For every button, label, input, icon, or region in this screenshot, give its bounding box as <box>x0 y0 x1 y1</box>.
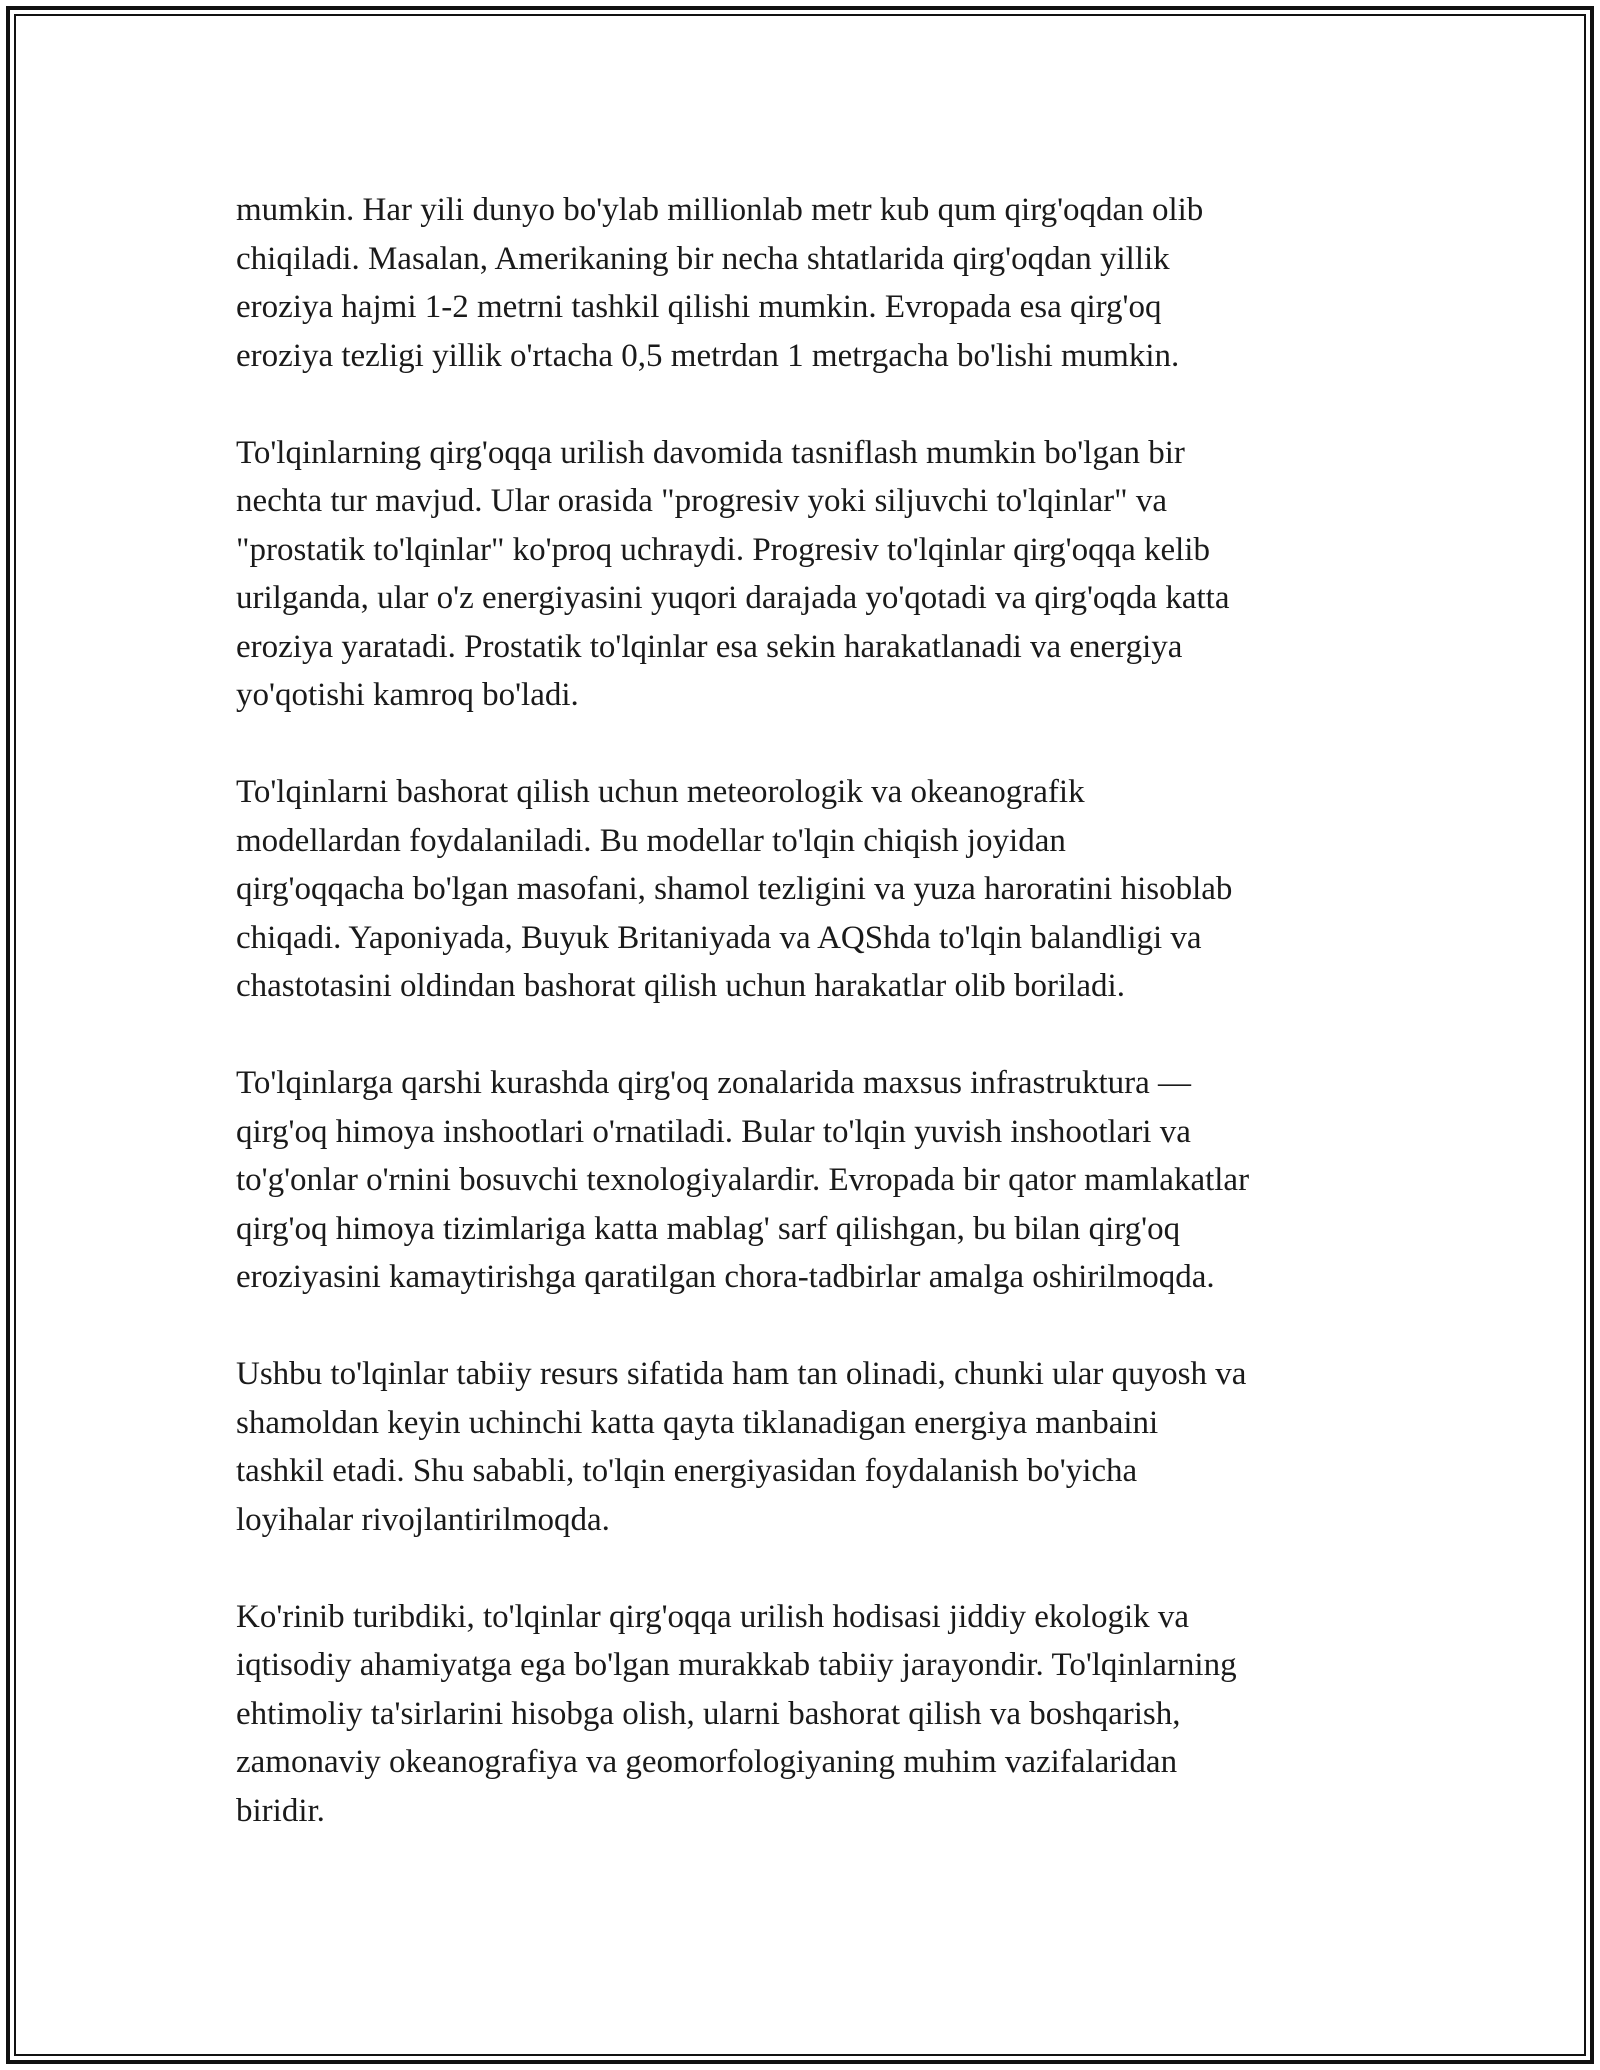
paragraph-6 <box>236 1593 1376 1836</box>
text-line: eroziyasini kamaytirishga qaratilgan chora-tadbirlar amalga oshirilmoqda. <box>236 1259 1215 1295</box>
paragraph-3 <box>236 768 1376 1011</box>
text-line: chiqadi. Yaponiyada, Buyuk Britaniyada va AQShda to'lqin balandligi va <box>236 919 1202 956</box>
text-line: "prostatik to'lqinlar" ko'proq uchraydi. Progresiv to'lqinlar qirg'oqqa kelib <box>236 531 1210 568</box>
text-line: qirg'oqqacha bo'lgan masofani, shamol tezligini va yuza haroratini hisoblab <box>236 871 1233 907</box>
text-line: modellardan foydalaniladi. Bu modellar to'lqin chiqish joyidan <box>236 822 1066 859</box>
text-line: To'lqinlarga qarshi kurashda qirg'oq zonalarida maxsus infrastruktura — <box>236 1065 1192 1101</box>
text-line: eroziya hajmi 1-2 metrni tashkil qilishi mumkin. Evropada esa qirg'oq <box>236 289 1162 325</box>
text-line: qirg'oq himoya inshootlari o'rnatiladi. Bular to'lqin yuvish inshootlari va <box>236 1113 1191 1150</box>
text-line: zamonaviy okeanografiya va geomorfologiyaning muhim vazifalaridan <box>236 1744 1178 1780</box>
text-line: Ushbu to'lqinlar tabiiy resurs sifatida ham tan olinadi, chunki ular quyosh va <box>236 1356 1247 1392</box>
text-line: Ko'rinib turibdiki, to'lqinlar qirg'oqqa urilish hodisasi jiddiy ekologik va <box>236 1598 1190 1635</box>
text-line: qirg'oq himoya tizimlariga katta mablag' sarf qilishgan, bu bilan qirg'oq <box>236 1210 1181 1247</box>
paragraph-2 <box>236 429 1376 720</box>
text-line: eroziya tezligi yillik o'rtacha 0,5 metrdan 1 metrgacha bo'lishi mumkin. <box>236 337 1180 374</box>
text-line: chastotasini oldindan bashorat qilish uchun harakatlar olib boriladi. <box>236 968 1125 1004</box>
document-body <box>236 186 1376 1835</box>
text-line: urilganda, ular o'z energiyasini yuqori darajada yo'qotadi va qirg'oqda katta <box>236 580 1230 616</box>
text-line: chiqiladi. Masalan, Amerikaning bir necha shtatlarida qirg'oqdan yillik <box>236 240 1170 277</box>
text-line: tashkil etadi. Shu sababli, to'lqin energiyasidan foydalanish bo'yicha <box>236 1453 1138 1489</box>
text-line: biridir. <box>236 1792 325 1829</box>
paragraph-4 <box>236 1059 1376 1302</box>
text-line: iqtisodiy ahamiyatga ega bo'lgan murakkab tabiiy jarayondir. To'lqinlarning <box>236 1647 1237 1683</box>
text-line: To'lqinlarni bashorat qilish uchun meteorologik va okeanografik <box>236 774 1085 810</box>
text-line: To'lqinlarning qirg'oqqa urilish davomida tasniflash mumkin bo'lgan bir <box>236 434 1185 471</box>
text-line: to'g'onlar o'rnini bosuvchi texnologiyalardir. Evropada bir qator mamlakatlar <box>236 1162 1250 1198</box>
text-line: ehtimoliy ta'sirlarini hisobga olish, ularni bashorat qilish va boshqarish, <box>236 1695 1181 1732</box>
text-line: nechta tur mavjud. Ular orasida "progresiv yoki siljuvchi to'lqinlar" va <box>236 483 1167 519</box>
text-line: eroziya yaratadi. Prostatik to'lqinlar esa sekin harakatlanadi va energiya <box>236 628 1183 665</box>
paragraph-1 <box>236 186 1376 380</box>
text-line: mumkin. Har yili dunyo bo'ylab millionlab metr kub qum qirg'oqdan olib <box>236 192 1204 228</box>
paragraph-5 <box>236 1350 1376 1544</box>
text-line: loyihalar rivojlantirilmoqda. <box>236 1501 610 1538</box>
text-line: yo'qotishi kamroq bo'ladi. <box>236 677 579 713</box>
text-line: shamoldan keyin uchinchi katta qayta tiklanadigan energiya manbaini <box>236 1404 1159 1441</box>
